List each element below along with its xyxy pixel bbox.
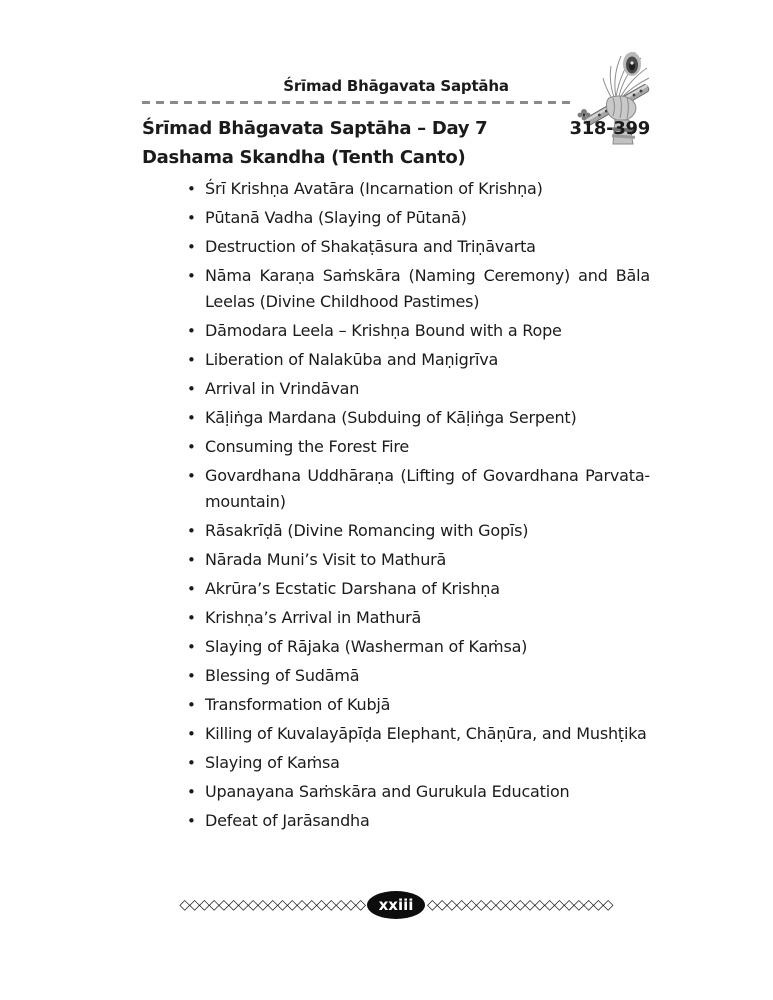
list-item (142, 234, 650, 260)
bullet-icon: • (187, 522, 196, 540)
topic-text: Pūtanā Vadha (Slaying of Pūtanā) (205, 208, 467, 227)
bullet-icon: • (187, 638, 196, 656)
bullet-icon: • (187, 380, 196, 398)
topic-text: Kāḷiṅga Mardana (Subduing of Kāḷiṅga Serpent) (205, 408, 577, 427)
list-item (142, 605, 650, 631)
page-content (142, 0, 650, 1000)
topic-text: Consuming the Forest Fire (205, 437, 410, 456)
list-item (142, 518, 650, 544)
running-header-title: Śrīmad Bhāgavata Saptāha (283, 77, 509, 95)
list-item (142, 634, 650, 660)
topic-text: Liberation of Nalakūba and Maṇigrīva (205, 350, 499, 369)
page-range: 318-399 (569, 118, 650, 139)
topic-text: Upanayana Saṁskāra and Gurukula Education (205, 782, 570, 801)
list-item (142, 434, 650, 460)
bullet-icon: • (187, 322, 196, 340)
list-item (142, 808, 650, 834)
list-item (142, 347, 650, 373)
bullet-icon: • (187, 238, 196, 256)
bullet-icon: • (187, 180, 196, 198)
list-item (142, 318, 650, 344)
bullet-icon: • (187, 209, 196, 227)
topic-text: Killing of Kuvalayāpīḍa Elephant, Chāṇūra, and Mushṭika (205, 724, 647, 743)
topic-text: Dāmodara Leela – Krishṇa Bound with a Rope (205, 321, 562, 340)
topic-text: Defeat of Jarāsandha (205, 811, 370, 830)
list-item (142, 750, 650, 776)
ornament-left: ◇◇◇◇◇◇◇◇◇◇◇◇◇◇◇◇◇◇◇ (179, 897, 365, 913)
page-number-badge (367, 891, 425, 919)
topic-list (142, 176, 650, 837)
bullet-icon: • (187, 267, 196, 285)
bullet-icon: • (187, 696, 196, 714)
list-item (142, 463, 650, 515)
list-item (142, 576, 650, 602)
chapter-title-row (142, 118, 650, 139)
bullet-icon: • (187, 409, 196, 427)
topic-text: Nāma Karaṇa Saṁskāra (Naming Ceremony) and Bāla Leelas (Divine Childhood Pastimes) (205, 266, 650, 311)
bullet-icon: • (187, 580, 196, 598)
page-number: xxiii (378, 896, 414, 914)
list-item (142, 405, 650, 431)
list-item (142, 721, 650, 747)
topic-text: Akrūra’s Ecstatic Darshana of Krishṇa (205, 579, 500, 598)
bullet-icon: • (187, 725, 196, 743)
list-item (142, 663, 650, 689)
list-item (142, 779, 650, 805)
page-footer (142, 891, 650, 919)
topic-text: Śrī Krishṇa Avatāra (Incarnation of Krishṇa) (205, 179, 543, 198)
topic-text: Slaying of Kaṁsa (205, 753, 340, 772)
list-item (142, 547, 650, 573)
list-item (142, 205, 650, 231)
header-divider (142, 101, 574, 104)
chapter-title: Śrīmad Bhāgavata Saptāha – Day 7 (142, 118, 488, 139)
chapter-subtitle: Dashama Skandha (Tenth Canto) (142, 147, 466, 168)
bullet-icon: • (187, 351, 196, 369)
topic-text: Transformation of Kubjā (205, 695, 391, 714)
list-item (142, 263, 650, 315)
bullet-icon: • (187, 438, 196, 456)
bullet-icon: • (187, 551, 196, 569)
list-item (142, 176, 650, 202)
topic-text: Destruction of Shakaṭāsura and Triṇāvarta (205, 237, 536, 256)
topic-text: Arrival in Vrindāvan (205, 379, 360, 398)
bullet-icon: • (187, 609, 196, 627)
list-item (142, 692, 650, 718)
topic-text: Krishṇa’s Arrival in Mathurā (205, 608, 422, 627)
bullet-icon: • (187, 667, 196, 685)
bullet-icon: • (187, 783, 196, 801)
topic-text: Govardhana Uddhāraṇa (Lifting of Govardhana Parvata-mountain) (205, 466, 650, 511)
bullet-icon: • (187, 754, 196, 772)
bullet-icon: • (187, 467, 196, 485)
topic-text: Rāsakrīḍā (Divine Romancing with Gopīs) (205, 521, 529, 540)
topic-text: Slaying of Rājaka (Washerman of Kaṁsa) (205, 637, 528, 656)
topic-text: Nārada Muni’s Visit to Mathurā (205, 550, 447, 569)
topic-text: Blessing of Sudāmā (205, 666, 360, 685)
list-item (142, 376, 650, 402)
ornament-right: ◇◇◇◇◇◇◇◇◇◇◇◇◇◇◇◇◇◇◇ (427, 897, 613, 913)
bullet-icon: • (187, 812, 196, 830)
